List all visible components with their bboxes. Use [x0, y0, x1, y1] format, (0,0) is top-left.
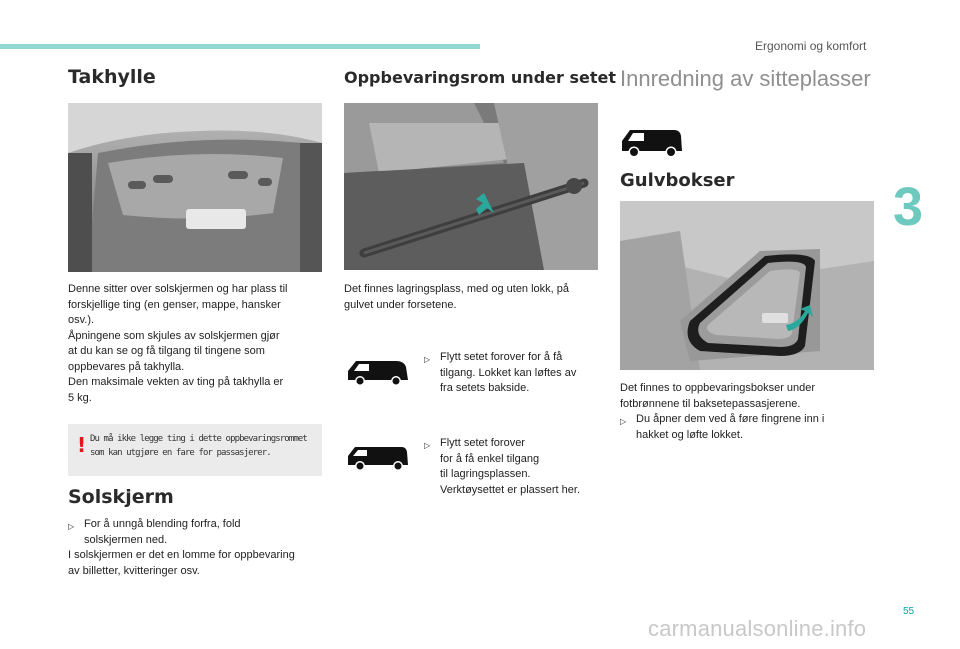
long-van-icon	[346, 442, 410, 472]
section-label: Ergonomi og komfort	[755, 39, 867, 53]
heading-solskjerm: Solskjerm	[68, 486, 174, 508]
takhylle-text	[68, 282, 318, 406]
text-line: Denne sitter over solskjermen og har plass til	[68, 283, 288, 295]
floor-box-photo	[620, 201, 874, 370]
bullet-item	[68, 517, 322, 548]
bullet-text	[636, 412, 870, 443]
text-line: forskjellige ting (en genser, mappe, hansker	[68, 298, 281, 311]
warning-line: som kan utgjøre en fare for passasjerer.	[90, 448, 271, 458]
warning-box	[68, 424, 322, 476]
text-line: Åpningene som skjules av solskjermen gjør	[68, 329, 280, 342]
bullet-item	[424, 350, 596, 397]
short-van-icon	[346, 357, 410, 387]
text-line: fotbrønnene til baksetepassasjerene.	[620, 397, 801, 410]
bullet-item	[620, 412, 870, 443]
van-icon	[620, 125, 684, 159]
bullet-marker-icon: ▷	[424, 355, 431, 364]
text-line: Flytt setet forover	[440, 437, 525, 449]
text-line: Verktøysettet er plassert her.	[440, 483, 581, 496]
overhead-shelf-photo	[68, 103, 322, 272]
text-line: osv.).	[68, 314, 95, 326]
text-line: oppbevares på takhylla.	[68, 360, 185, 373]
bullet-marker-icon: ▷	[424, 441, 431, 450]
bullet-text	[84, 517, 322, 548]
text-line: 5 kg.	[68, 391, 92, 404]
text-line: at du kan se og få tilgang til tingene som	[68, 345, 265, 357]
text-line: For å unngå blending forfra, fold	[84, 518, 241, 530]
text-line: Det finnes to oppbevaringsbokser under	[620, 382, 816, 394]
bullet-marker-icon: ▷	[68, 522, 75, 531]
text-line: Du åpner dem ved å føre fingrene inn i	[636, 413, 825, 425]
under-seat-storage-photo	[344, 103, 598, 270]
text-line: Det finnes lagringsplass, med og uten lokk, på	[344, 283, 570, 295]
header-accent-bar	[0, 44, 480, 49]
text-line: hakket og løfte lokket.	[636, 428, 743, 441]
exclamation-icon: !	[77, 433, 87, 457]
chapter-number: 3	[893, 177, 924, 237]
bullet-text	[440, 350, 596, 397]
heading-takhylle: Takhylle	[68, 66, 156, 88]
heading-oppbevaring: Oppbevaringsrom under setet	[344, 68, 616, 87]
bullet-item	[424, 436, 596, 498]
heading-innredning: Innredning av sitteplasser	[620, 66, 871, 91]
text-line: solskjermen ned.	[84, 533, 168, 546]
text-line: Flytt setet forover for å få	[440, 351, 563, 363]
watermark: carmanualsonline.info	[648, 616, 867, 641]
heading-gulvbokser: Gulvbokser	[620, 170, 735, 191]
gulvbokser-text	[620, 381, 870, 443]
text-line: I solskjermen er det en lomme for oppbevaring	[68, 549, 295, 561]
text-line: fra setets bakside.	[440, 382, 530, 394]
text-line: av billetter, kvitteringer osv.	[68, 564, 200, 577]
page-number: 55	[903, 606, 915, 617]
bullet-text	[440, 436, 596, 498]
text-line: gulvet under forsetene.	[344, 298, 457, 311]
warning-text	[90, 432, 320, 460]
text-line: tilgang. Lokket kan løftes av	[440, 366, 577, 379]
bullet-marker-icon: ▷	[620, 417, 627, 426]
text-line: for å få enkel tilgang	[440, 452, 540, 465]
text-line: til lagringsplassen.	[440, 468, 531, 480]
oppbevaring-text	[344, 282, 596, 313]
solskjerm-text	[68, 517, 322, 579]
warning-line: Du må ikke legge ting i dette oppbevaringsrommet	[90, 434, 307, 444]
text-line: Den maksimale vekten av ting på takhylla er	[68, 376, 284, 388]
